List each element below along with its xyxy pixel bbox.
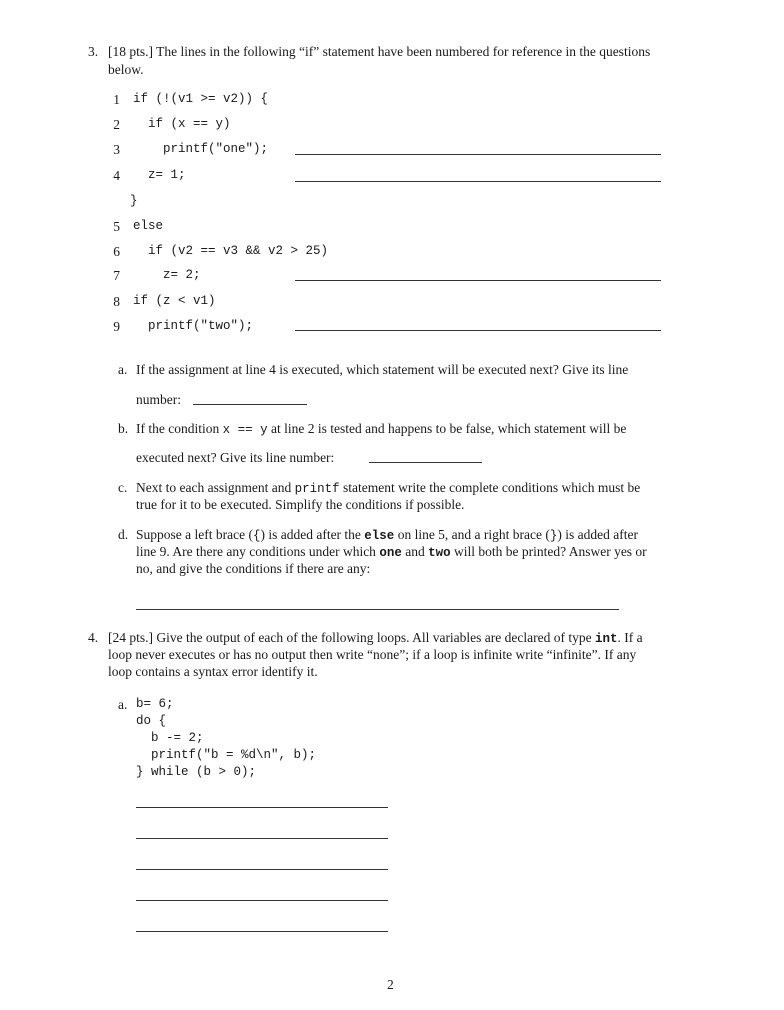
- q3d-text: will both be printed? Answer yes or: [453, 544, 647, 559]
- q3b-line1: [136, 421, 626, 437]
- code-line-number: 4: [113, 168, 120, 183]
- code-line-number: 8: [113, 294, 120, 309]
- q4-line1: [108, 630, 643, 646]
- code-line: if (z < v1): [133, 294, 216, 308]
- q3b-text: If the condition: [136, 421, 220, 436]
- q3a-line2: number:: [136, 392, 181, 407]
- code-line-number: 5: [113, 219, 120, 234]
- q3d-text: Suppose a left brace (: [136, 527, 253, 542]
- q3d-text: ) is added after: [557, 527, 638, 542]
- answer-line[interactable]: [295, 280, 661, 281]
- code-line: else: [133, 219, 164, 233]
- q3a-label: a.: [118, 362, 128, 377]
- q4a-answer-line[interactable]: [136, 900, 388, 901]
- q4a-label: a.: [118, 697, 128, 712]
- page-number: 2: [387, 977, 394, 992]
- q3-number: 3.: [88, 44, 99, 59]
- answer-line[interactable]: [295, 181, 661, 182]
- q3d-code: {: [252, 529, 261, 543]
- q3b-answer-line[interactable]: [369, 462, 482, 463]
- q3-intro-line2: below.: [108, 62, 144, 77]
- q3c-text: statement write the complete conditions which must be: [342, 480, 641, 495]
- q3d-line1: [136, 527, 638, 543]
- code-line-number: 1: [113, 92, 120, 107]
- q4a-answer-line[interactable]: [136, 869, 388, 870]
- q3c-code: printf: [294, 482, 340, 496]
- code-line: printf("one");: [163, 142, 269, 156]
- answer-line[interactable]: [295, 154, 661, 155]
- code-line: z= 2;: [163, 268, 201, 282]
- q3b-label: b.: [118, 421, 129, 436]
- code-line: z= 1;: [148, 168, 186, 182]
- q4-number: 4.: [88, 630, 99, 645]
- q3d-line3: no, and give the conditions if there are any:: [136, 561, 371, 576]
- code-line: if (x == y): [148, 117, 231, 131]
- q3-intro-line1: [18 pts.] The lines in the following “if” statement have been numbered for reference in the questions: [108, 44, 651, 59]
- code-line: do {: [136, 714, 167, 728]
- q3c-line2: true for it to be executed. Simplify the conditions if possible.: [136, 497, 465, 512]
- code-line-number: 2: [113, 117, 120, 132]
- q4a-answer-line[interactable]: [136, 838, 388, 839]
- code-line: }: [130, 194, 138, 208]
- q3d-text: on line 5, and a right brace (: [397, 527, 550, 542]
- q4-line3: loop contains a syntax error identify it.: [108, 664, 318, 679]
- q4-text: [24 pts.] Give the output of each of the following loops. All variables are declared of type: [108, 630, 592, 645]
- code-line: } while (b > 0);: [136, 765, 257, 779]
- code-line: printf("two");: [148, 319, 254, 333]
- q3c-text: Next to each assignment and: [136, 480, 292, 495]
- q3d-label: d.: [118, 527, 129, 542]
- q3d-code: one: [379, 546, 402, 560]
- q3d-text: and: [405, 544, 425, 559]
- q3a-line1: If the assignment at line 4 is executed, which statement will be executed next? Give its line: [136, 362, 629, 377]
- q3b-code: x == y: [222, 423, 268, 437]
- q3b-line2: executed next? Give its line number:: [136, 450, 335, 465]
- q3c-line1: [136, 480, 640, 496]
- q3b-text: at line 2 is tested and happens to be false, which statement will be: [271, 421, 627, 436]
- q3d-text: ) is added after the: [260, 527, 361, 542]
- q4-line2: loop never executes or has no output then write “none”; if a loop is infinite write “infinite”. If any: [108, 647, 637, 662]
- q3d-line2: [136, 544, 647, 560]
- q4a-answer-line[interactable]: [136, 807, 388, 808]
- code-line-number: 7: [113, 268, 120, 283]
- code-line-number: 3: [113, 142, 120, 157]
- code-line-number: 9: [113, 319, 120, 334]
- q4-text: . If a: [617, 630, 643, 645]
- code-line: if (!(v1 >= v2)) {: [133, 92, 269, 106]
- q3d-code: else: [364, 529, 395, 543]
- code-line: b -= 2;: [136, 731, 204, 745]
- code-line: if (v2 == v3 && v2 > 25): [148, 244, 329, 258]
- q3c-label: c.: [118, 480, 128, 495]
- q3d-text: line 9. Are there any conditions under which: [136, 544, 376, 559]
- code-line: printf("b = %d\n", b);: [136, 748, 317, 762]
- code-line-number: 6: [113, 244, 120, 259]
- q3d-code: two: [428, 546, 451, 560]
- answer-line[interactable]: [295, 330, 661, 331]
- q3a-answer-line[interactable]: [193, 404, 307, 405]
- q4-code: int: [594, 632, 618, 646]
- q3d-code: }: [549, 529, 558, 543]
- q3d-answer-line[interactable]: [136, 609, 619, 610]
- code-line: b= 6;: [136, 697, 174, 711]
- q4a-answer-line[interactable]: [136, 931, 388, 932]
